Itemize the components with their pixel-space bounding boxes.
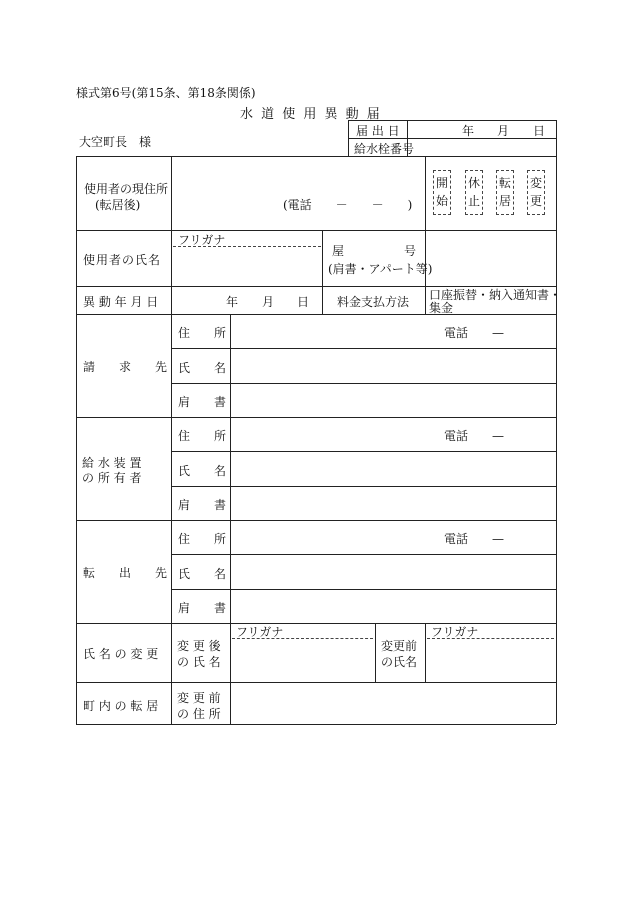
billing-name-label: 氏 名 — [178, 361, 227, 375]
billing-address-label: 住 所 — [178, 326, 227, 340]
payment-method-label: 料金支払方法 — [337, 295, 410, 309]
meter-number-field[interactable] — [409, 140, 554, 154]
residence-label: 使用者の現住所 — [84, 182, 169, 196]
change-date-year: 年 — [226, 295, 239, 309]
residence-label-sub: (転居後) — [95, 198, 141, 212]
new-name-furigana-label: フリガナ — [236, 625, 284, 639]
payment-options-line2[interactable]: 集金 — [429, 301, 454, 315]
new-name-label-sub: の 氏 名 — [177, 655, 221, 669]
owner-address-field[interactable] — [232, 419, 437, 449]
old-name-field[interactable] — [427, 640, 554, 680]
moveout-name-label: 氏 名 — [178, 567, 227, 581]
owner-address-label: 住 所 — [178, 429, 227, 443]
form-number: 様式第6号(第15条、第18条関係) — [76, 86, 256, 100]
shop-name-note: (肩書・アパート等) — [328, 262, 433, 276]
change-date-month: 月 — [262, 295, 275, 309]
owner-phone: 電話 — — [444, 429, 505, 443]
shop-name-label: 屋 号 — [332, 244, 417, 258]
moveout-title-label: 肩 書 — [178, 601, 227, 615]
residence-phone: (電話 － － ) — [283, 198, 413, 212]
moveout-phone: 電話 — — [444, 532, 505, 546]
owner-label-sub: の 所 有 者 — [82, 471, 142, 485]
submit-date-day: 日 — [533, 124, 546, 138]
owner-title-label: 肩 書 — [178, 498, 227, 512]
option-change-label: 変更 — [529, 176, 542, 208]
option-suspend-label: 休止 — [467, 176, 480, 208]
submit-date-label: 届 出 日 — [356, 124, 400, 138]
change-date-day: 日 — [297, 295, 310, 309]
old-name-furigana-label: フリガナ — [431, 625, 479, 639]
owner-name-label: 氏 名 — [178, 464, 227, 478]
addressee: 大空町長 様 — [79, 135, 152, 149]
billing-title-label: 肩 書 — [178, 395, 227, 409]
moveout-name-field[interactable] — [232, 556, 554, 587]
billing-label: 請 求 先 — [83, 360, 168, 374]
user-name-furigana-label: フリガナ — [178, 233, 226, 247]
change-date-label: 異 動 年 月 日 — [83, 295, 159, 309]
meter-number-label: 給水栓番号 — [354, 142, 415, 156]
moveout-address-field[interactable] — [232, 522, 437, 552]
moveout-address-label: 住 所 — [178, 532, 227, 546]
new-name-label: 変 更 後 — [177, 639, 221, 653]
moveout-label: 転 出 先 — [83, 566, 168, 580]
billing-phone: 電話 — — [444, 326, 505, 340]
submit-date-month: 月 — [497, 124, 510, 138]
town-move-label: 町 内 の 転 居 — [83, 699, 159, 713]
user-name-field[interactable] — [173, 248, 321, 284]
user-name-label: 使用者の氏名 — [83, 253, 162, 267]
option-start-label: 開始 — [435, 176, 448, 208]
shop-name-field[interactable] — [427, 232, 554, 284]
billing-title-field[interactable] — [232, 385, 554, 415]
old-name-label: 変更前 — [381, 639, 418, 653]
option-move-label: 転居 — [498, 176, 511, 208]
residence-address-field[interactable] — [173, 158, 423, 228]
owner-name-field[interactable] — [232, 453, 554, 484]
billing-name-field[interactable] — [232, 350, 554, 381]
payment-options-line1[interactable]: 口座振替・納入通知書・ — [429, 288, 562, 302]
moveout-title-field[interactable] — [232, 591, 554, 621]
form-title: 水 道 使 用 異 動 届 — [240, 107, 382, 122]
prev-address-field[interactable] — [232, 684, 554, 722]
prev-address-label: 変 更 前 — [177, 691, 221, 705]
name-change-label: 氏 名 の 変 更 — [83, 647, 159, 661]
owner-title-field[interactable] — [232, 488, 554, 518]
billing-address-field[interactable] — [232, 316, 437, 346]
owner-label: 給 水 装 置 — [82, 456, 142, 470]
new-name-field[interactable] — [232, 640, 373, 680]
prev-address-label-sub: の 住 所 — [177, 707, 221, 721]
old-name-label-sub: の氏名 — [381, 655, 418, 669]
submit-date-year: 年 — [462, 124, 475, 138]
